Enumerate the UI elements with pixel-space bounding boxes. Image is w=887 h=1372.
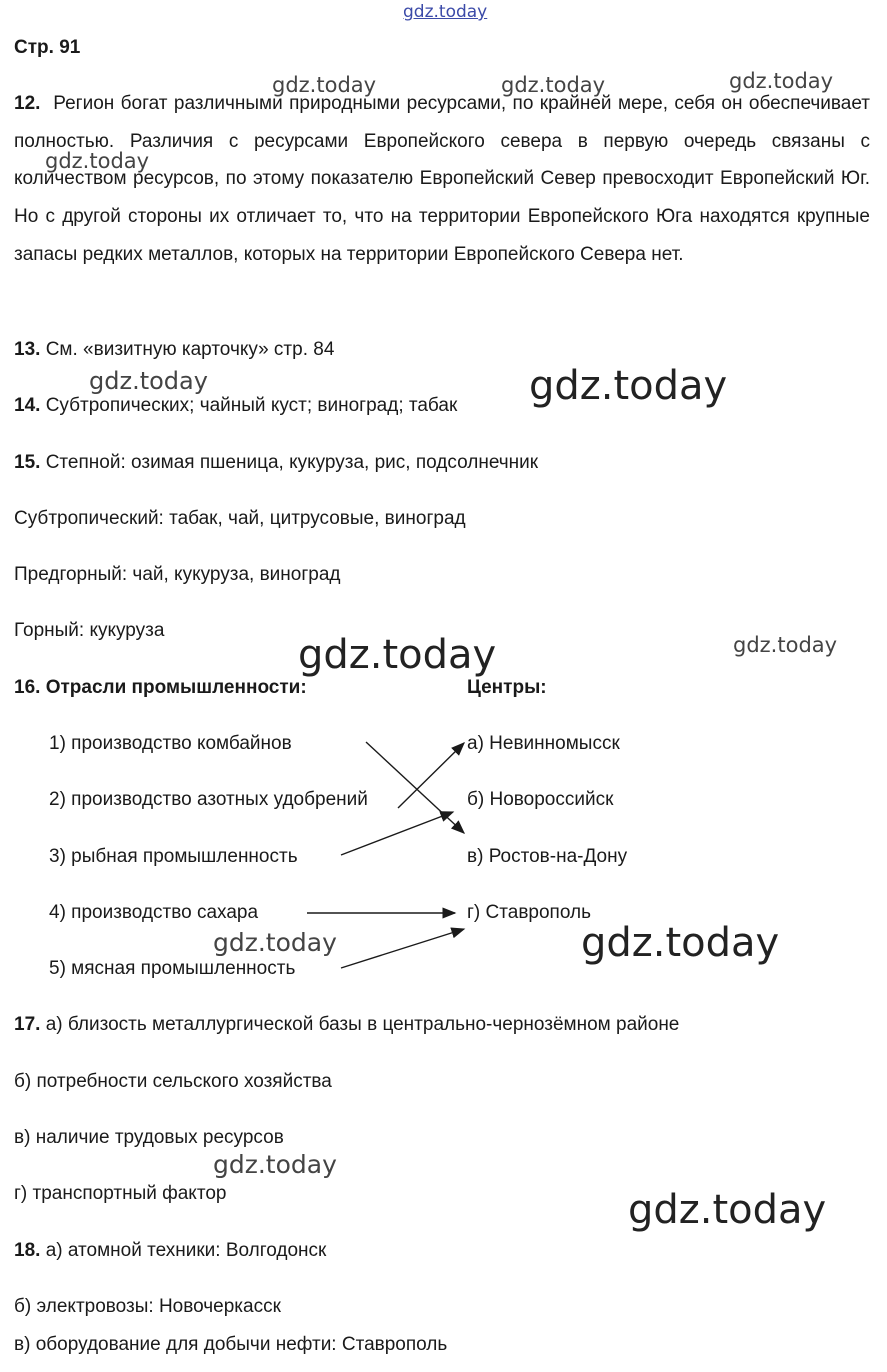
watermark-top[interactable]: gdz.today — [403, 2, 488, 22]
industry-item-4: 4) производство сахара — [49, 902, 259, 923]
q18-text-a: а) атомной техники: Волгодонск — [45, 1240, 327, 1261]
q18-line-b: б) электровозы: Новочеркасск — [14, 1296, 281, 1317]
q15-steppe: Степной: озимая пшеница, кукуруза, рис, подсолнечник — [45, 452, 539, 473]
q18-line-v: в) оборудование для добычи нефти: Ставрополь — [14, 1334, 448, 1355]
watermark: gdz.today — [272, 73, 377, 97]
watermark: gdz.today — [213, 1150, 337, 1179]
arrow-5-to-g — [341, 929, 464, 968]
watermark: gdz.today — [729, 69, 834, 93]
question-18-number: 18. — [14, 1240, 41, 1261]
q17-text-a: а) близость металлургической базы в центрально-чернозёмном районе — [45, 1014, 680, 1035]
arrow-3-to-b — [341, 812, 453, 855]
question-14-number: 14. — [14, 395, 41, 416]
question-13-text: См. «визитную карточку» стр. 84 — [45, 339, 335, 360]
q15-foothill: Предгорный: чай, кукуруза, виноград — [14, 564, 341, 585]
q17-line-a — [14, 1014, 679, 1036]
q18-line-a — [14, 1240, 326, 1262]
watermark: gdz.today — [89, 367, 208, 395]
industry-item-2: 2) производство азотных удобрений — [49, 789, 368, 810]
arrow-2-to-a — [398, 743, 464, 808]
industry-item-1: 1) производство комбайнов — [49, 733, 292, 754]
q16-centers-header: Центры: — [467, 677, 547, 698]
question-13-number: 13. — [14, 339, 41, 360]
watermark: gdz.today — [298, 632, 497, 678]
center-item-b: б) Новороссийск — [467, 789, 614, 810]
page-label: Стр. 91 — [14, 37, 81, 58]
industry-item-5: 5) мясная промышленность — [49, 958, 296, 979]
q15-subtropical: Субтропический: табак, чай, цитрусовые, виноград — [14, 508, 466, 529]
question-16-number: 16. — [14, 677, 41, 698]
watermark: gdz.today — [733, 633, 838, 657]
q17-line-g: г) транспортный фактор — [14, 1183, 227, 1204]
watermark: gdz.today — [628, 1187, 827, 1233]
question-17-number: 17. — [14, 1014, 41, 1035]
center-item-g: г) Ставрополь — [467, 902, 591, 923]
industry-item-3: 3) рыбная промышленность — [49, 846, 298, 867]
question-14-text: Субтропических; чайный куст; виноград; табак — [45, 395, 458, 416]
q15-mountain: Горный: кукуруза — [14, 620, 165, 641]
center-item-a: а) Невинномысск — [467, 733, 620, 754]
watermark: gdz.today — [213, 928, 337, 957]
watermark: gdz.today — [581, 920, 780, 966]
arrow-1-to-v — [366, 742, 464, 833]
q17-line-b: б) потребности сельского хозяйства — [14, 1071, 332, 1092]
question-12-number: 12. — [14, 93, 41, 114]
question-15-number: 15. — [14, 452, 41, 473]
watermark: gdz.today — [501, 73, 606, 97]
q17-line-v: в) наличие трудовых ресурсов — [14, 1127, 284, 1148]
q16-industries-header: Отрасли промышленности: — [45, 677, 307, 698]
watermark: gdz.today — [45, 149, 150, 173]
center-item-v: в) Ростов-на-Дону — [467, 846, 628, 867]
watermark: gdz.today — [529, 363, 728, 409]
question-12-text: Регион богат различными природными ресурсами, по крайней мере, себя он обеспечивает полностью. Различия с ресурсами Европейского севера в первую очередь связаны с количеством ресурсов, по этому показателю Европейский Север превосходит Европейский Юг. Но с другой стороны их отличает то, что на территории Европейского Юга находятся крупные запасы редких металлов, которых на территории Европейского Севера нет. — [14, 93, 871, 265]
